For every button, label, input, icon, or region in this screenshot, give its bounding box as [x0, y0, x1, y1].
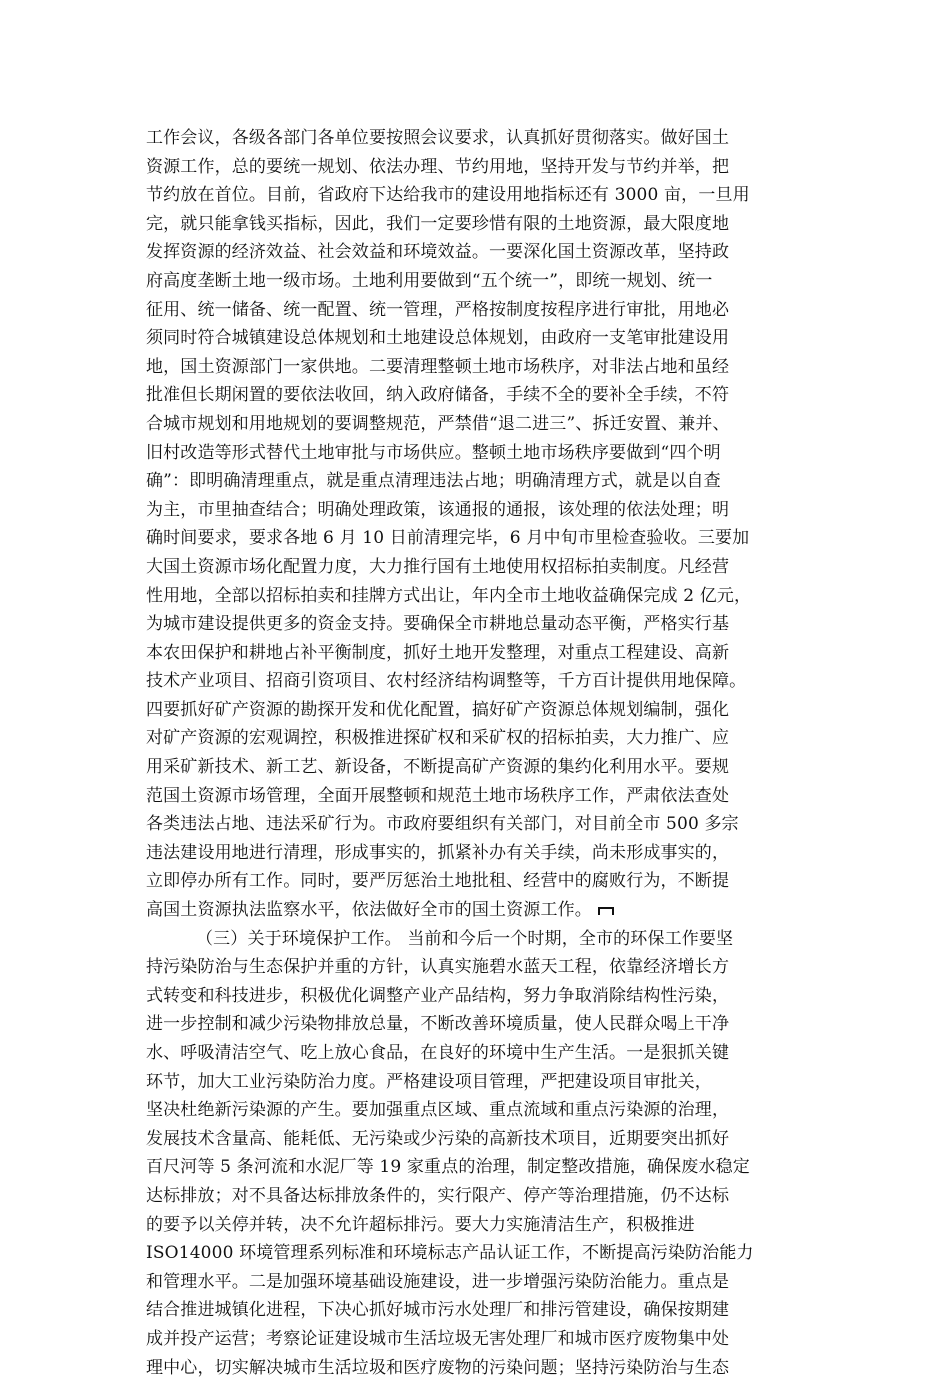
text-line: 立即停办所有工作。同时，要严厉惩治土地批租、经营中的腐败行为，不断提: [146, 871, 730, 892]
text-line: 技术产业项目、招商引资项目、农村经济结构调整等，千方百计提供用地保障。: [146, 671, 747, 692]
section-heading-line: （三）关于环境保护工作。 当前和今后一个时期，全市的环保工作要坚: [196, 928, 734, 949]
text-line: ISO14000 环境管理系列标准和环境标志产品认证工作，不断提高污染防治能力: [146, 1243, 754, 1264]
text-line: 发展技术含量高、能耗低、无污染或少污染的高新技术项目，近期要突出抓好: [146, 1128, 730, 1149]
text-line: 和管理水平。二是加强环境基础设施建设，进一步增强污染防治能力。重点是: [146, 1271, 730, 1292]
text-line: 进一步控制和减少污染物排放总量，不断改善环境质量，使人民群众喝上干净: [146, 1014, 730, 1035]
text-line: 节约放在首位。目前，省政府下达给我市的建设用地指标还有 3000 亩，一旦用: [146, 185, 750, 206]
text-line: 本农田保护和耕地占补平衡制度，抓好土地开发整理，对重点工程建设、高新: [146, 642, 730, 663]
text-line-content: 高国土资源执法监察水平，依法做好全市的国土资源工作。: [146, 900, 592, 921]
text-line: 坚决杜绝新污染源的产生。要加强重点区域、重点流域和重点污染源的治理，: [146, 1100, 730, 1121]
text-line-paragraph-end: [146, 896, 806, 925]
text-line: 环节，加大工业污染防治力度。严格建设项目管理，严把建设项目审批关，: [146, 1071, 712, 1092]
text-line: 地，国土资源部门一家供地。二要清理整顿土地市场秩序，对非法占地和虽经: [146, 356, 730, 377]
text-line: 违法建设用地进行清理，形成事实的，抓紧补办有关手续，尚未形成事实的，: [146, 842, 730, 863]
text-line: 确”：即明确清理重点，就是重点清理违法占地；明确清理方式，就是以自查: [146, 471, 721, 492]
paragraph-mark-icon: [598, 907, 612, 917]
text-line: 的要予以关停并转，决不允许超标排污。要大力实施清洁生产，积极推进: [146, 1214, 695, 1235]
text-line: 水、呼吸清洁空气、吃上放心食品，在良好的环境中生产生活。一是狠抓关键: [146, 1043, 730, 1063]
text-line: 为城市建设提供更多的资金支持。要确保全市耕地总量动态平衡，严格实行基: [146, 614, 730, 635]
text-line: 府高度垄断土地一级市场。土地利用要做到“五个统一”，即统一规划、统一: [146, 270, 713, 291]
text-line: 各类违法占地、违法采矿行为。市政府要组织有关部门，对目前全市 500 多宗: [146, 814, 739, 835]
text-line: 对矿产资源的宏观调控，积极推进探矿权和采矿权的招标拍卖，大力推广、应: [146, 728, 730, 749]
text-line: 合城市规划和用地规划的要调整规范，严禁借“退二进三”、拆迁安置、兼并、: [146, 413, 730, 434]
text-line: 资源工作，总的要统一规划、依法办理、节约用地，坚持开发与节约并举，把: [146, 156, 730, 177]
text-line: 式转变和科技进步，积极优化调整产业产品结构，努力争取消除结构性污染，: [146, 985, 730, 1006]
text-line: 理中心，切实解决城市生活垃圾和医疗废物的污染问题；坚持污染防治与生态: [146, 1357, 730, 1378]
text-line: 完，就只能拿钱买指标，因此，我们一定要珍惜有限的土地资源，最大限度地: [146, 213, 730, 234]
text-line: 批准但长期闲置的要依法收回，纳入政府储备，手续不全的要补全手续，不符: [146, 385, 730, 406]
text-line: 性用地，全部以招标拍卖和挂牌方式出让，年内全市土地收益确保完成 2 亿元，: [146, 585, 752, 606]
text-line: 百尺河等 5 条河流和水泥厂等 19 家重点的治理，制定整改措施，确保废水稳定: [146, 1157, 750, 1178]
body-text: [146, 124, 806, 1382]
text-line: 成并投产运营；考察论证建设城市生活垃圾无害处理厂和城市医疗废物集中处: [146, 1328, 730, 1349]
text-line: 发挥资源的经济效益、社会效益和环境效益。一要深化国土资源改革，坚持政: [146, 242, 730, 263]
text-line: 旧村改造等形式替代土地审批与市场供应。整顿土地市场秩序要做到“四个明: [146, 442, 721, 463]
text-line: 大国土资源市场化配置力度，大力推行国有土地使用权招标拍卖制度。凡经营: [146, 556, 730, 577]
text-line: 四要抓好矿产资源的勘探开发和优化配置，搞好矿产资源总体规划编制，强化: [146, 699, 730, 720]
text-line: 征用、统一储备、统一配置、统一管理，严格按制度按程序进行审批，用地必: [146, 299, 730, 320]
text-line: 为主，市里抽查结合；明确处理政策，该通报的通报，该处理的依法处理；明: [146, 499, 730, 520]
text-line: 范国土资源市场管理，全面开展整顿和规范土地市场秩序工作，严肃依法查处: [146, 785, 730, 806]
text-line: 须同时符合城镇建设总体规划和土地建设总体规划，由政府一支笔审批建设用: [146, 328, 730, 349]
text-line: 达标排放；对不具备达标排放条件的，实行限产、停产等治理措施，仍不达标: [146, 1185, 730, 1206]
text-line: 结合推进城镇化进程，下决心抓好城市污水处理厂和排污管建设，确保按期建: [146, 1300, 730, 1321]
text-line: 用采矿新技术、新工艺、新设备，不断提高矿产资源的集约化利用水平。要规: [146, 757, 730, 778]
text-line: 持污染防治与生态保护并重的方针，认真实施碧水蓝天工程，依靠经济增长方: [146, 957, 730, 978]
text-line: 工作会议，各级各部门各单位要按照会议要求，认真抓好贯彻落实。做好国土: [146, 128, 730, 148]
text-line: 确时间要求，要求各地 6 月 10 日前清理完毕，6 月中旬市里检查验收。三要加: [146, 528, 750, 549]
